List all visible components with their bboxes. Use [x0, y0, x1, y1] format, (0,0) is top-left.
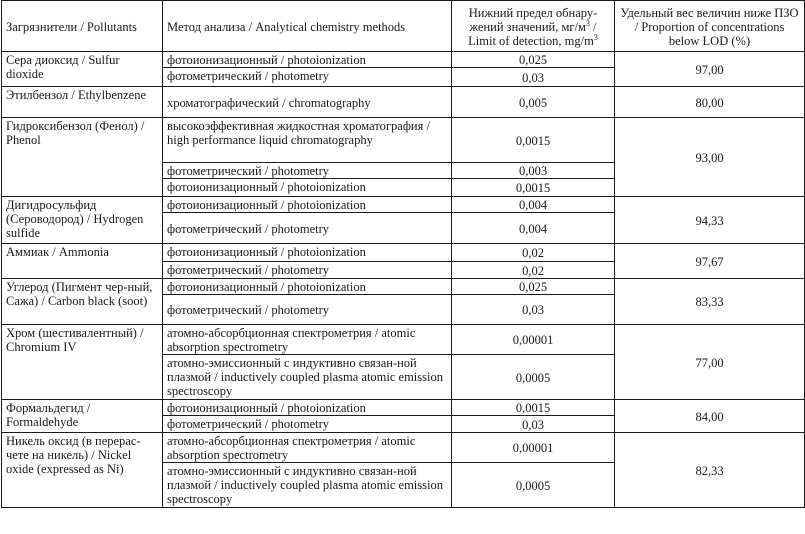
- lod-cell: 0,0015: [452, 118, 615, 163]
- table-row: [2, 197, 805, 213]
- method-cell: хроматографический / chromatography: [163, 87, 452, 118]
- method-cell: атомно-абсорбционная спектрометрия / atomic absorption spectrometry: [163, 325, 452, 355]
- proportion-cell: 97,00: [615, 52, 805, 87]
- lod-cell: 0,00001: [452, 433, 615, 463]
- method-cell: фотоионизационный / photoionization: [163, 197, 452, 213]
- header-lod-text-a: Нижний предел обнару-жений значений, мг/м: [468, 5, 598, 34]
- pollutant-cell: Никель оксид (в перерас-чете на никель) / Nickel oxide (expressed as Ni): [2, 433, 163, 508]
- table-row: [2, 118, 805, 163]
- header-lod-sup-a: 3: [585, 18, 590, 28]
- method-cell: фотоионизационный / photoionization: [163, 179, 452, 197]
- method-cell: высокоэффективная жидкостная хроматография / high performance liquid chromatography: [163, 118, 452, 163]
- lod-cell: 0,003: [452, 163, 615, 179]
- proportion-cell: 97,67: [615, 244, 805, 279]
- lod-cell: 0,025: [452, 279, 615, 295]
- method-cell: атомно-абсорбционная спектрометрия / atomic absorption spectrometry: [163, 433, 452, 463]
- proportion-cell: 84,00: [615, 400, 805, 433]
- table-row: [2, 400, 805, 416]
- table-row: [2, 244, 805, 262]
- pollutant-cell: Аммиак / Ammonia: [2, 244, 163, 279]
- method-cell: фотометрический / photometry: [163, 416, 452, 433]
- header-methods: Метод анализа / Analytical chemistry methods: [163, 1, 452, 52]
- pollutant-cell: Хром (шестивалентный) / Chromium IV: [2, 325, 163, 400]
- header-lod-sup-b: 3: [593, 32, 598, 42]
- lod-cell: 0,02: [452, 262, 615, 279]
- method-cell: фотометрический / photometry: [163, 295, 452, 325]
- header-proportion: Удельный вес величин ниже ПЗО / Proportion of concentrations below LOD (%): [615, 1, 805, 52]
- table-row: [2, 52, 805, 68]
- pollutant-cell: Формальдегид / Formaldehyde: [2, 400, 163, 433]
- method-cell: фотометрический / photometry: [163, 262, 452, 279]
- proportion-cell: 94,33: [615, 197, 805, 244]
- method-cell: фотоионизационный / photoionization: [163, 244, 452, 262]
- method-cell: атомно-эмиссионный с индуктивно связан-ной плазмой / inductively coupled plasma atomic emission spectroscopy: [163, 463, 452, 508]
- lod-cell: 0,03: [452, 416, 615, 433]
- lod-cell: 0,004: [452, 213, 615, 244]
- method-cell: атомно-эмиссионный с индуктивно связан-ной плазмой / inductively coupled plasma atomic emission spectroscopy: [163, 355, 452, 400]
- lod-cell: 0,00001: [452, 325, 615, 355]
- table-row: [2, 279, 805, 295]
- lod-cell: 0,03: [452, 295, 615, 325]
- pollutant-cell: Сера диоксид / Sulfur dioxide: [2, 52, 163, 87]
- proportion-cell: 77,00: [615, 325, 805, 400]
- header-pollutants: Загрязнители / Pollutants: [2, 1, 163, 52]
- header-limit-of-detection: [452, 1, 615, 52]
- lod-cell: 0,004: [452, 197, 615, 213]
- table-row: [2, 433, 805, 463]
- pollutant-cell: Дигидросульфид (Сероводород) / Hydrogen sulfide: [2, 197, 163, 244]
- pollutant-cell: Углерод (Пигмент чер-ный, Сажа) / Carbon black (soot): [2, 279, 163, 325]
- table-row: [2, 87, 805, 118]
- lod-cell: 0,02: [452, 244, 615, 262]
- proportion-cell: 83,33: [615, 279, 805, 325]
- lod-cell: 0,005: [452, 87, 615, 118]
- method-cell: фотометрический / photometry: [163, 213, 452, 244]
- method-cell: фотометрический / photometry: [163, 163, 452, 179]
- proportion-cell: 82,33: [615, 433, 805, 508]
- table-row: [2, 325, 805, 355]
- lod-cell: 0,0005: [452, 463, 615, 508]
- header-lod-text-b: / Limit of detection, mg/m: [468, 19, 597, 48]
- pollutants-table: [1, 0, 805, 508]
- lod-cell: 0,0015: [452, 179, 615, 197]
- proportion-cell: 80,00: [615, 87, 805, 118]
- proportion-cell: 93,00: [615, 118, 805, 197]
- lod-cell: 0,03: [452, 68, 615, 87]
- header-row: [2, 1, 805, 52]
- method-cell: фотоионизационный / photoionization: [163, 279, 452, 295]
- method-cell: фотометрический / photometry: [163, 68, 452, 87]
- lod-cell: 0,0005: [452, 355, 615, 400]
- pollutant-cell: Гидроксибензол (Фенол) / Phenol: [2, 118, 163, 197]
- method-cell: фотоионизационный / photoionization: [163, 400, 452, 416]
- pollutant-cell: Этилбензол / Ethylbenzene: [2, 87, 163, 118]
- lod-cell: 0,025: [452, 52, 615, 68]
- lod-cell: 0,0015: [452, 400, 615, 416]
- method-cell: фотоионизационный / photoionization: [163, 52, 452, 68]
